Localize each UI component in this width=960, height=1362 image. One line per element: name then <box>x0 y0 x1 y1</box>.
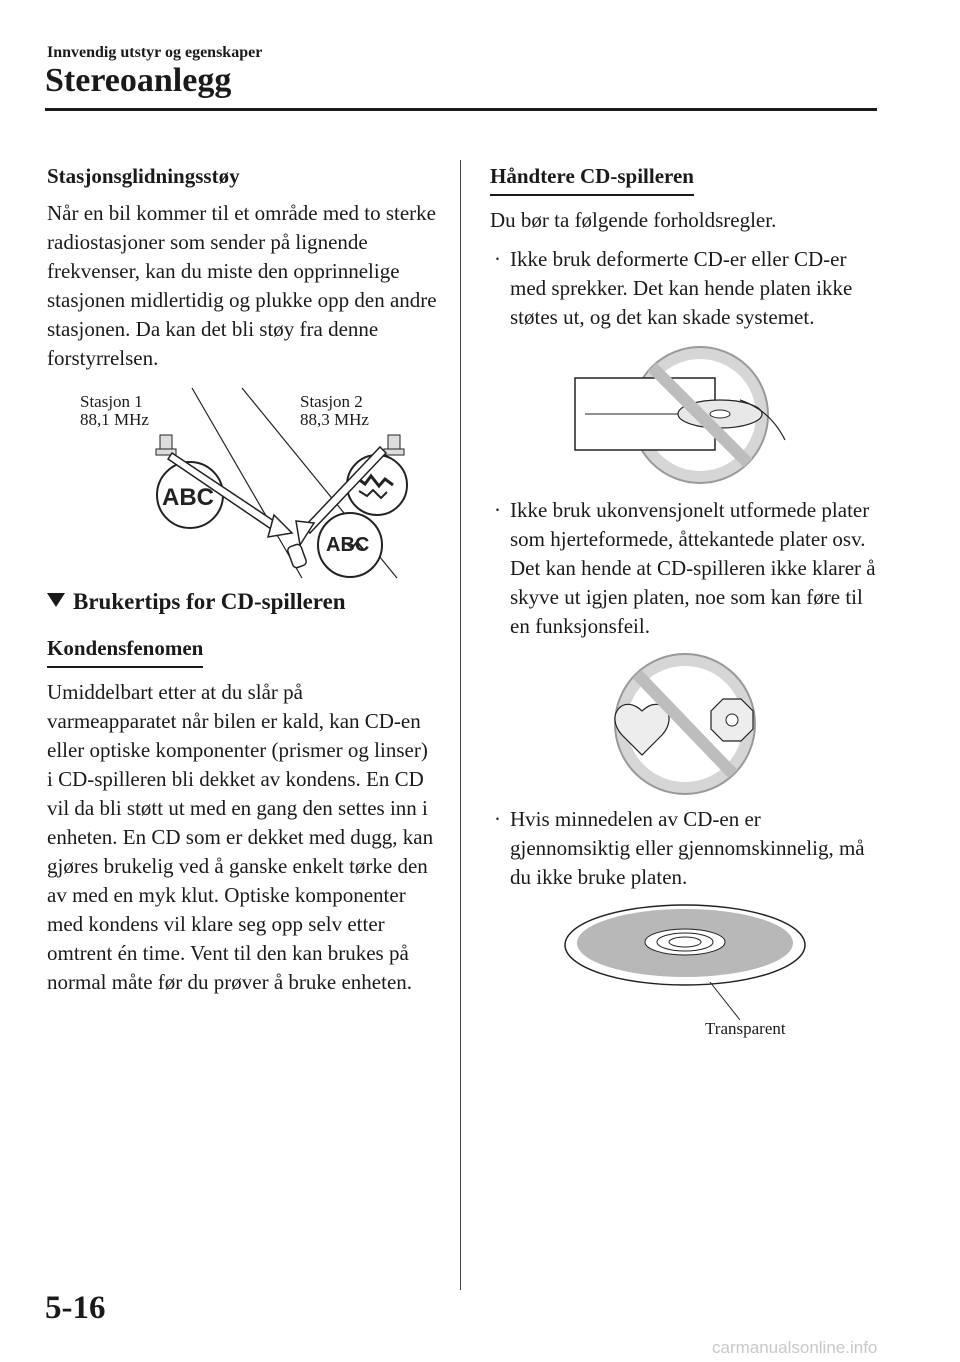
header-divider <box>45 108 877 111</box>
station-drift-text: Når en bil kommer til et område med to sterke radiostasjoner som sender på lignende frekvenser, kan du miste den opprinnelige stasjonen midlertidig og plukke opp den andre stasjonen. Da kan det bli støy fra denne forstyrrelsen. <box>47 201 437 370</box>
chapter-label: Innvendig utstyr og egenskaper <box>47 44 263 61</box>
station1-name: Stasjon 1 <box>80 392 143 411</box>
bullet-text: Ikke bruk deformerte CD-er eller CD-er med sprekker. Det kan hende platen ikke støtes ut, og det kan skade systemet. <box>510 247 853 329</box>
bullet-dot-icon: · <box>494 498 501 522</box>
column-divider <box>460 160 461 1290</box>
svg-text:ABC: ABC <box>326 534 370 556</box>
station2-freq: 88,3 MHz <box>300 410 369 429</box>
mixed-noise-bubble-icon <box>318 513 382 577</box>
bullet-item <box>490 805 880 892</box>
watermark: carmanualsonline.info <box>712 1338 878 1357</box>
bullet-item <box>490 245 880 332</box>
left-column <box>47 162 437 1007</box>
deformed-cd-prohibited-figure <box>565 340 805 490</box>
cd-handling-heading: Håndtere CD-spilleren <box>490 162 694 196</box>
cd-tips-heading <box>47 587 437 616</box>
station2-name: Stasjon 2 <box>300 392 363 411</box>
station2-antenna-icon <box>384 435 404 455</box>
cd-tips-heading-text: Brukertips for CD-spilleren <box>73 589 346 614</box>
bullet-text: Ikke bruk ukonvensjonelt utformede plater som hjerteformede, åttekantede plater osv. Det kan hende at CD-spilleren ikke klarer å skyve ut igjen platen, noe som kan føre til en funksjonsfeil. <box>510 498 876 638</box>
page-title: Stereoanlegg <box>45 62 232 99</box>
car-icon <box>287 543 308 568</box>
bullet-item <box>490 496 880 641</box>
station1-freq: 88,1 MHz <box>80 410 149 429</box>
bullet-text: Hvis minnedelen av CD-en er gjennomsiktig eller gjennomskinnelig, må du ikke bruke platen. <box>510 807 865 889</box>
svg-text:ABC: ABC <box>162 484 214 511</box>
odd-shaped-disc-prohibited-figure <box>585 649 785 799</box>
bullet-dot-icon: · <box>494 247 501 271</box>
station-drift-heading: Stasjonsglidningsstøy <box>47 164 240 188</box>
right-column <box>490 162 880 1040</box>
bullet-dot-icon: · <box>494 807 501 831</box>
condensation-heading: Kondensfenomen <box>47 634 203 668</box>
cd-handling-intro: Du bør ta følgende forholdsregler. <box>490 208 777 232</box>
page-number: 5-16 <box>45 1290 106 1326</box>
triangle-bullet-icon <box>47 593 65 607</box>
station1-antenna-icon <box>156 435 176 455</box>
condensation-text: Umiddelbart etter at du slår på varmeapparatet når bilen er kald, kan CD-en eller optiske komponenter (prismer og linser) i CD-spilleren bli dekket av kondens. En CD vil da bli støtt ut med en gang den settes inn i enheten. En CD som er dekket med dugg, kan gjøres brukelig ved å ganske enkelt tørke den av med en myk klut. Optiske komponenter med kondens vil klare seg opp selv etter omtrent én time. Vent til den kan brukes på normal måte før du prøver å bruke enheten. <box>47 680 434 994</box>
station-interference-figure <box>52 383 432 583</box>
transparent-cd-figure <box>555 900 815 1040</box>
transparent-label: Transparent <box>705 1019 786 1038</box>
